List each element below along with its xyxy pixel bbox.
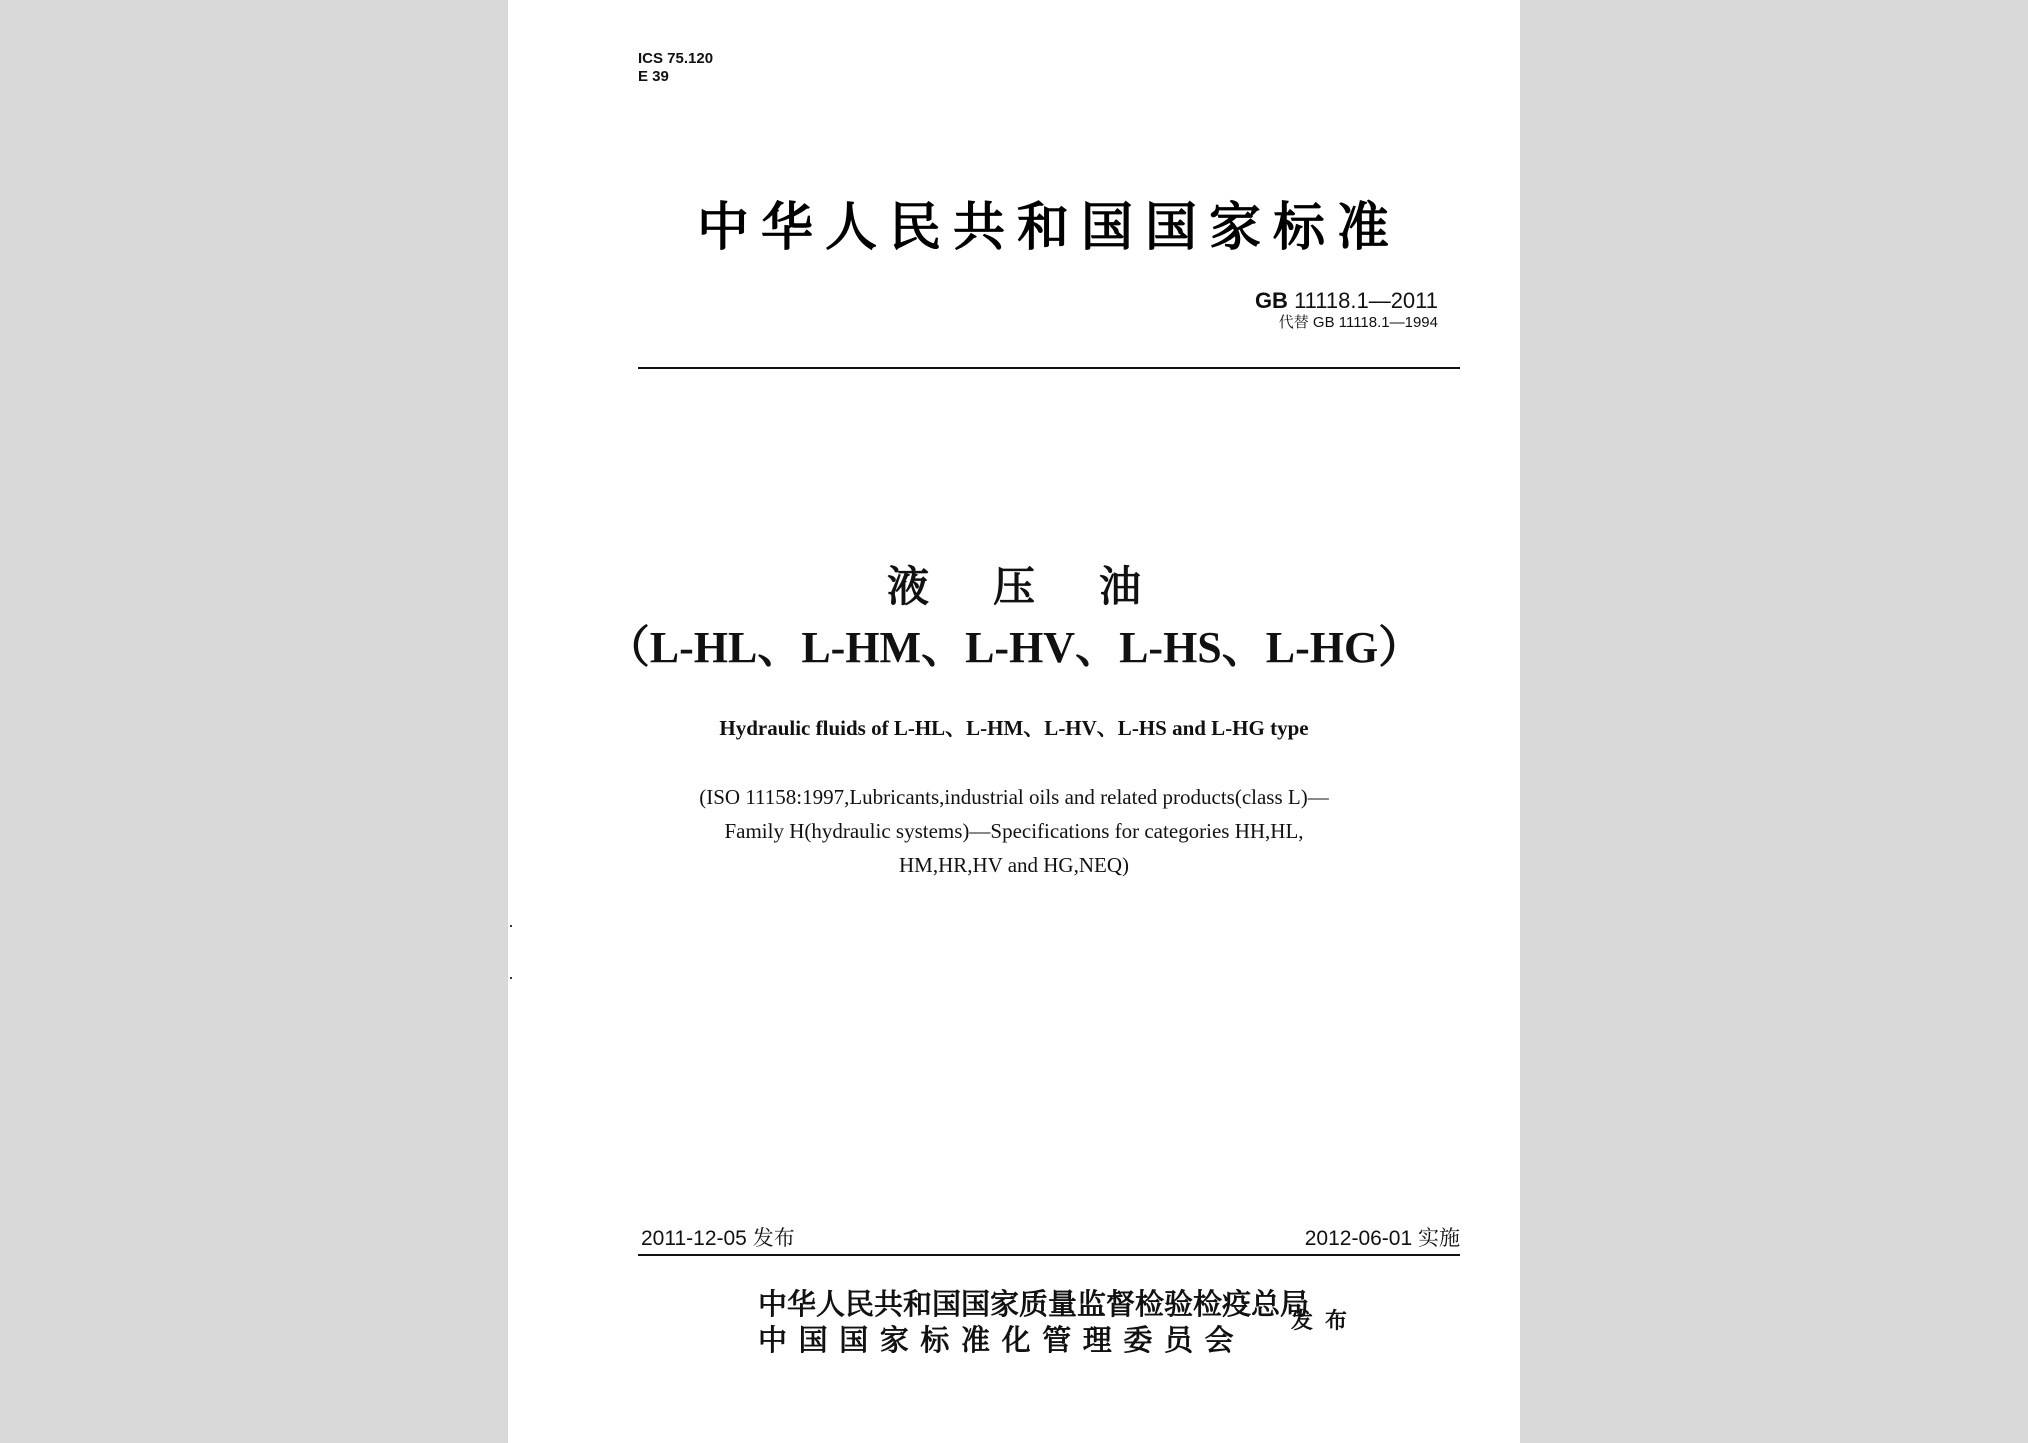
iso-reference-line: HM,HR,HV and HG,NEQ) — [898, 853, 1129, 877]
standard-code-prefix: GB — [1254, 288, 1288, 313]
scan-speck — [510, 977, 512, 979]
ccs-code: E 39 — [638, 68, 669, 85]
ics-code: ICS 75.120 — [638, 50, 714, 67]
standard-code-number: 11118.1—2011 — [1294, 288, 1438, 313]
replaces-standard: 代替 GB 11118.1—1994 — [1278, 314, 1438, 331]
standard-number — [1255, 288, 1438, 314]
standard-title: 中华人民共和国国家标准 — [696, 198, 1401, 258]
iso-reference-line: (ISO 11158:1997,Lubricants,industrial oils and related products(class L)— — [699, 785, 1329, 809]
issuer-line-1: 中华人民共和国国家质量监督检验检疫总局 — [758, 1287, 1310, 1321]
issuing-authorities — [758, 1286, 1309, 1358]
classification-block — [638, 50, 713, 86]
publish-date: 2011-12-05 发布 — [641, 1227, 795, 1250]
document-title-cn: 液压油 — [886, 562, 1205, 611]
document-title-en: Hydraulic fluids of L-HL、L-HM、L-HV、L-HS and L-HG type — [719, 716, 1309, 740]
document-subtitle-cn: （L-HL、L-HM、L-HV、L-HS、L-HG） — [605, 623, 1423, 672]
scan-speck — [510, 925, 512, 927]
top-divider — [638, 367, 1460, 369]
implementation-date: 2012-06-01 实施 — [1304, 1227, 1460, 1250]
bottom-divider — [638, 1254, 1460, 1256]
iso-reference — [508, 780, 1520, 882]
issuer-line-2: 中国国家标准化管理委员会 — [758, 1323, 1246, 1357]
issued-label: 发布 — [1291, 1309, 1360, 1334]
iso-reference-line: Family H(hydraulic systems)—Specifications for categories HH,HL, — [724, 819, 1304, 843]
document-cover-page — [508, 0, 1520, 1443]
